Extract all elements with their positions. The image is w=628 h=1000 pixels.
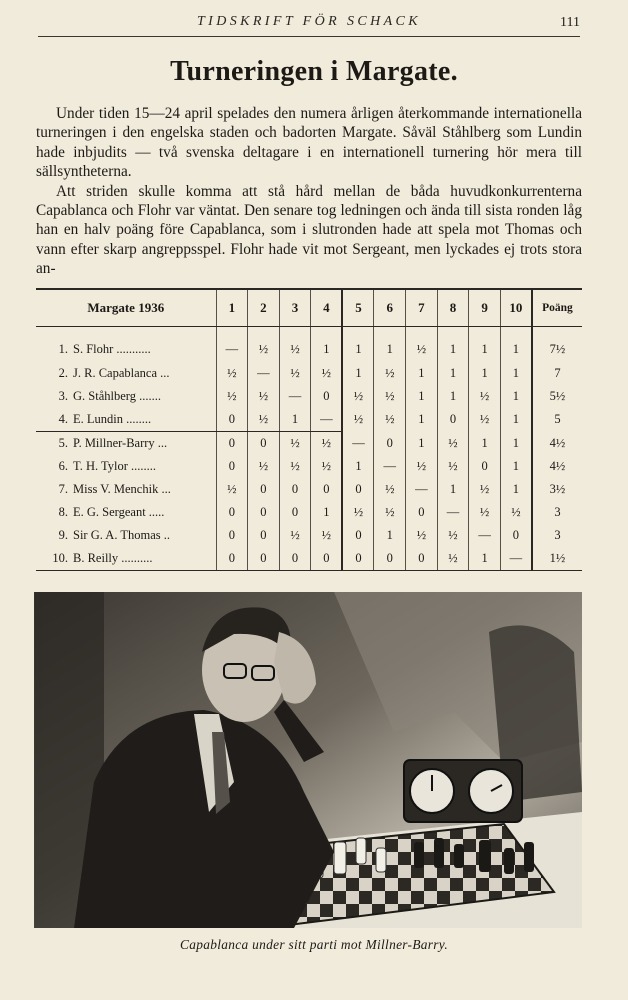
result-cell: 1 <box>406 408 438 432</box>
result-cell: 1 <box>374 524 406 547</box>
result-cell: 0 <box>469 455 501 478</box>
result-cell: 1 <box>500 362 532 385</box>
result-cell: 1 <box>500 478 532 501</box>
round-header-10: 10 <box>500 290 532 327</box>
result-cell: — <box>500 547 532 570</box>
crosstable-body <box>36 327 582 571</box>
result-cell: 1 <box>500 408 532 432</box>
result-cell: ½ <box>248 408 280 432</box>
result-cell: 0 <box>279 501 311 524</box>
round-header-1: 1 <box>216 290 248 327</box>
player-name: P. Millner-Barry ... <box>73 436 168 450</box>
result-cell: 0 <box>342 547 374 570</box>
table-row <box>36 327 582 363</box>
round-header-2: 2 <box>248 290 280 327</box>
player-cell <box>36 432 216 456</box>
result-cell: ½ <box>342 501 374 524</box>
result-cell: 1 <box>437 362 469 385</box>
result-cell: — <box>374 455 406 478</box>
result-cell: ½ <box>279 524 311 547</box>
result-cell: 1 <box>469 327 501 363</box>
points-cell: 1½ <box>532 547 582 570</box>
points-cell: 5½ <box>532 385 582 408</box>
result-cell: ½ <box>406 327 438 363</box>
result-cell: 1 <box>469 432 501 456</box>
round-header-8: 8 <box>437 290 469 327</box>
player-rank: 6. <box>58 459 68 473</box>
result-cell: ½ <box>279 362 311 385</box>
result-cell: ½ <box>248 455 280 478</box>
result-cell: 0 <box>216 524 248 547</box>
result-cell: 1 <box>469 547 501 570</box>
event-name: Margate 1936 <box>36 290 216 327</box>
result-cell: ½ <box>342 385 374 408</box>
result-cell: 0 <box>374 547 406 570</box>
result-cell: 1 <box>500 327 532 363</box>
result-cell: ½ <box>311 362 343 385</box>
crosstable-header <box>36 290 582 327</box>
result-cell: 1 <box>500 385 532 408</box>
table-row <box>36 547 582 570</box>
journal-title: TIDSKRIFT FÖR SCHACK <box>196 14 422 29</box>
table-row <box>36 385 582 408</box>
result-cell: 0 <box>342 524 374 547</box>
result-cell: ½ <box>437 455 469 478</box>
points-cell: 3½ <box>532 478 582 501</box>
result-cell: 1 <box>500 432 532 456</box>
round-header-9: 9 <box>469 290 501 327</box>
player-cell <box>36 455 216 478</box>
round-header-3: 3 <box>279 290 311 327</box>
result-cell: 1 <box>437 327 469 363</box>
points-cell: 4½ <box>532 455 582 478</box>
table-row <box>36 408 582 432</box>
table-row <box>36 478 582 501</box>
result-cell: — <box>469 524 501 547</box>
player-name: G. Ståhlberg ....... <box>73 389 161 403</box>
result-cell: ½ <box>374 408 406 432</box>
result-cell: ½ <box>500 501 532 524</box>
player-name: E. G. Sergeant ..... <box>73 505 165 519</box>
result-cell: 0 <box>374 432 406 456</box>
player-name: J. R. Capablanca ... <box>73 366 170 380</box>
result-cell: 1 <box>279 408 311 432</box>
result-cell: — <box>216 327 248 363</box>
result-cell: ½ <box>469 478 501 501</box>
running-head <box>38 12 580 37</box>
result-cell: ½ <box>311 455 343 478</box>
result-cell: 0 <box>248 524 280 547</box>
photo-illustration <box>34 592 582 928</box>
points-cell: 7 <box>532 362 582 385</box>
result-cell: 1 <box>500 455 532 478</box>
player-rank: 8. <box>58 505 68 519</box>
player-name: S. Flohr ........... <box>73 342 151 356</box>
result-cell: 1 <box>437 385 469 408</box>
result-cell: ½ <box>469 408 501 432</box>
result-cell: 0 <box>311 547 343 570</box>
result-cell: 0 <box>311 478 343 501</box>
player-cell <box>36 547 216 570</box>
player-name: B. Reilly .......... <box>73 551 153 565</box>
result-cell: 0 <box>406 501 438 524</box>
result-cell: 1 <box>437 478 469 501</box>
result-cell: 1 <box>406 385 438 408</box>
player-rank: 7. <box>58 482 68 496</box>
player-cell <box>36 385 216 408</box>
result-cell: — <box>279 385 311 408</box>
round-header-5: 5 <box>342 290 374 327</box>
result-cell: 1 <box>374 327 406 363</box>
result-cell: 1 <box>311 501 343 524</box>
points-cell: 3 <box>532 501 582 524</box>
result-cell: ½ <box>342 408 374 432</box>
photo-caption: Capablanca under sitt parti mot Millner-Barry. <box>180 937 448 952</box>
result-cell: — <box>406 478 438 501</box>
player-cell <box>36 327 216 363</box>
round-header-6: 6 <box>374 290 406 327</box>
points-cell: 7½ <box>532 327 582 363</box>
result-cell: ½ <box>216 362 248 385</box>
result-cell: ½ <box>437 547 469 570</box>
result-cell: ½ <box>406 455 438 478</box>
result-cell: — <box>342 432 374 456</box>
result-cell: 0 <box>248 547 280 570</box>
result-cell: ½ <box>311 432 343 456</box>
round-header-4: 4 <box>311 290 343 327</box>
result-cell: 1 <box>406 432 438 456</box>
article-body <box>36 104 582 279</box>
player-rank: 5. <box>58 436 68 450</box>
result-cell: 0 <box>248 501 280 524</box>
result-cell: ½ <box>279 327 311 363</box>
result-cell: ½ <box>469 385 501 408</box>
result-cell: 0 <box>248 432 280 456</box>
result-cell: ½ <box>216 478 248 501</box>
result-cell: 0 <box>311 385 343 408</box>
result-cell: 0 <box>342 478 374 501</box>
points-cell: 4½ <box>532 432 582 456</box>
result-cell: ½ <box>279 432 311 456</box>
result-cell: 0 <box>216 501 248 524</box>
player-name: T. H. Tylor ........ <box>73 459 157 473</box>
round-header-7: 7 <box>406 290 438 327</box>
player-rank: 9. <box>58 528 68 542</box>
player-name: Miss V. Menchik ... <box>73 482 171 496</box>
result-cell: 0 <box>216 547 248 570</box>
player-rank: 2. <box>58 366 68 380</box>
player-name: E. Lundin ........ <box>73 412 152 426</box>
result-cell: ½ <box>374 478 406 501</box>
player-cell <box>36 524 216 547</box>
result-cell: 0 <box>406 547 438 570</box>
result-cell: 1 <box>342 455 374 478</box>
result-cell: ½ <box>311 524 343 547</box>
result-cell: ½ <box>374 362 406 385</box>
result-cell: 1 <box>311 327 343 363</box>
result-cell: ½ <box>374 501 406 524</box>
table-row <box>36 362 582 385</box>
result-cell: 0 <box>500 524 532 547</box>
table-row <box>36 432 582 456</box>
player-cell <box>36 478 216 501</box>
result-cell: 1 <box>342 327 374 363</box>
player-cell <box>36 362 216 385</box>
result-cell: 1 <box>469 362 501 385</box>
result-cell: 1 <box>406 362 438 385</box>
player-rank: 3. <box>58 389 68 403</box>
result-cell: 0 <box>437 408 469 432</box>
result-cell: ½ <box>437 524 469 547</box>
article-title: Turneringen i Margate. <box>170 56 458 87</box>
result-cell: ½ <box>437 432 469 456</box>
result-cell: ½ <box>469 501 501 524</box>
player-rank: 4. <box>58 412 68 426</box>
player-rank: 1. <box>58 342 68 356</box>
table-row <box>36 524 582 547</box>
result-cell: 0 <box>279 478 311 501</box>
result-cell: ½ <box>374 385 406 408</box>
points-cell: 3 <box>532 524 582 547</box>
crosstable <box>36 288 582 571</box>
result-cell: 0 <box>216 432 248 456</box>
player-name: Sir G. A. Thomas .. <box>73 528 170 542</box>
points-cell: 5 <box>532 408 582 432</box>
table-row <box>36 455 582 478</box>
page-number: 111 <box>560 15 580 30</box>
result-cell: 1 <box>342 362 374 385</box>
result-cell: 0 <box>216 408 248 432</box>
player-cell <box>36 408 216 432</box>
result-cell: — <box>248 362 280 385</box>
points-header: Poäng <box>532 290 582 327</box>
paragraph-2: Att striden skulle komma att stå hård mellan de båda huvudkonkurrenterna Capablanca och Flohr var väntat. Den senare tog ledningen och ända till sista ronden låg han en halv poäng före Capablanca, som i slutronden hade att spela mot Thomas och vann efter skarp angreppsspel. Flohr hade vit mot Sergeant, men lyckades ej trots stora an- <box>36 182 582 278</box>
photo-capablanca <box>34 592 582 928</box>
player-rank: 10. <box>52 551 68 565</box>
paragraph-1: Under tiden 15—24 april spelades den numera årligen återkommande internationella turneringen i den engelska staden och badorten Margate. Såväl Ståhlberg som Lundin hade inbjudits — två svenska deltagare i en internationell turnering hör mera till sällsyntheterna. <box>36 105 582 181</box>
result-cell: ½ <box>248 327 280 363</box>
result-cell: — <box>311 408 343 432</box>
result-cell: 0 <box>216 455 248 478</box>
player-cell <box>36 501 216 524</box>
result-cell: 0 <box>248 478 280 501</box>
result-cell: ½ <box>248 385 280 408</box>
table-row <box>36 501 582 524</box>
result-cell: ½ <box>216 385 248 408</box>
result-cell: 0 <box>279 547 311 570</box>
result-cell: ½ <box>406 524 438 547</box>
result-cell: — <box>437 501 469 524</box>
result-cell: ½ <box>279 455 311 478</box>
